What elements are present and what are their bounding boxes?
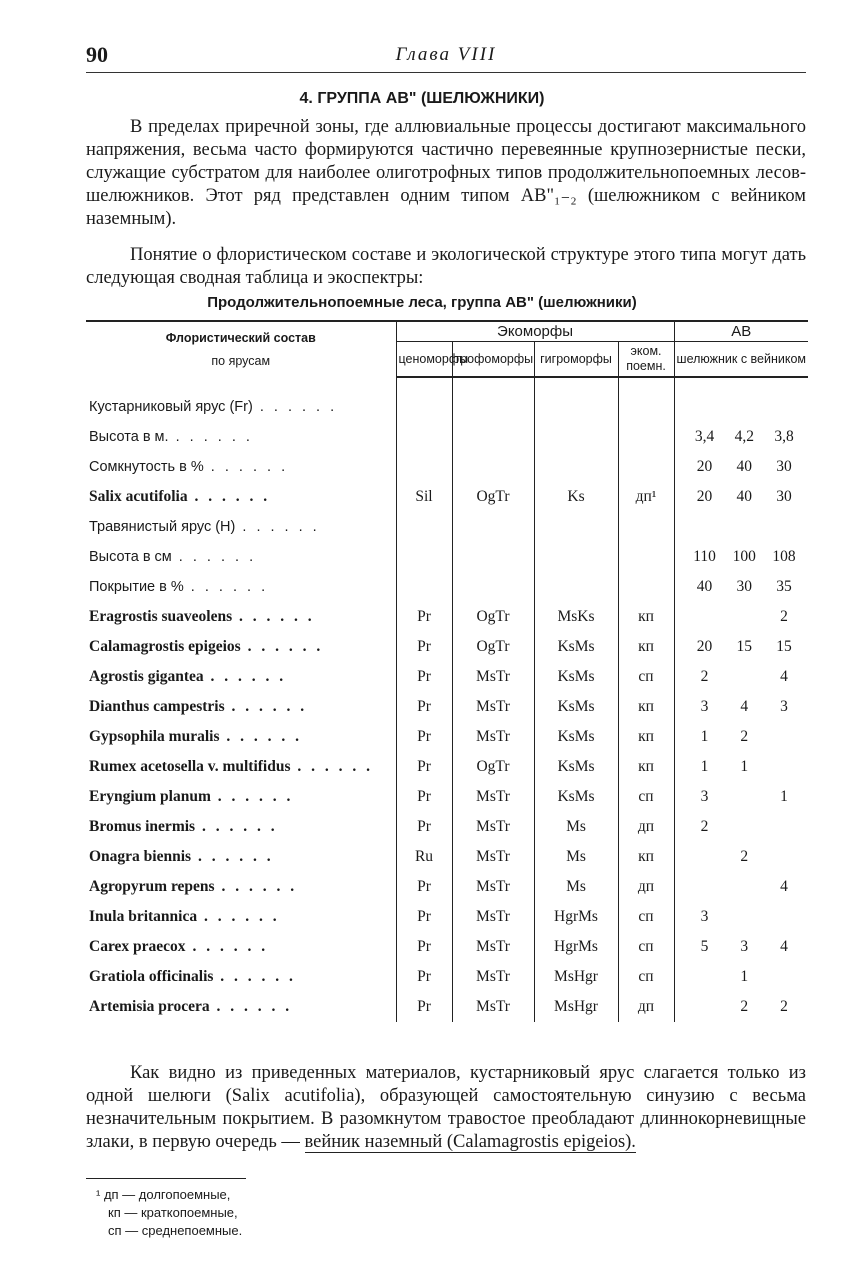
ab-values: [678, 428, 806, 446]
table-row: [86, 392, 808, 422]
ecom-cell: дп: [618, 872, 674, 902]
ceno-cell: Pr: [396, 872, 452, 902]
ab-value-v1: 20: [696, 458, 713, 475]
paragraph-conclusion: [86, 1062, 806, 1154]
ab-values-cell: [674, 512, 808, 542]
species-name-cell: [86, 542, 396, 572]
leader-dots: . . . . . .: [195, 818, 278, 835]
table-row: [86, 812, 808, 842]
species-name-cell: [86, 572, 396, 602]
tropho-cell: MsTr: [452, 842, 534, 872]
ab-value-v2: 3: [740, 938, 749, 955]
hygro-cell: MsHgr: [534, 962, 618, 992]
ab-values: [678, 848, 806, 866]
ab-value-v2: 40: [736, 458, 753, 475]
leader-dots: . . . . . .: [197, 908, 280, 925]
species-name: Rumex acetosella v. multifidus: [89, 758, 291, 775]
tropho-cell: [452, 422, 534, 452]
table-title: Продолжительнопоемные леса, группа AB" (шелюжники): [207, 294, 637, 311]
ab-value-v2: 30: [736, 578, 753, 595]
ab-values-cell: [674, 602, 808, 632]
ab-value-v1: 5: [700, 938, 709, 955]
table-row: [86, 902, 808, 932]
ab-values: [678, 938, 806, 956]
table-row: [86, 752, 808, 782]
hygro-cell: KsMs: [534, 632, 618, 662]
species-name: Carex praecox: [89, 938, 186, 955]
tropho-cell: [452, 572, 534, 602]
species-name: Bromus inermis: [89, 818, 196, 835]
tropho-cell: MsTr: [452, 902, 534, 932]
leader-dots: . . . . . .: [214, 878, 298, 895]
species-name: Gypsophila muralis: [89, 728, 220, 745]
ceno-cell: Pr: [396, 902, 452, 932]
page-number: 90: [86, 42, 108, 67]
ab-value-v3: 3,8: [774, 428, 794, 445]
table-row: [86, 542, 808, 572]
species-name-cell: [86, 392, 396, 422]
species-name-cell: [86, 512, 396, 542]
leader-dots: . . . . . .: [209, 998, 293, 1015]
leader-dots: . . . . . .: [235, 519, 320, 535]
header-ecomorphs: Экоморфы: [396, 321, 674, 342]
ceno-cell: Pr: [396, 722, 452, 752]
species-name: Inula britannica: [89, 908, 198, 925]
ceno-cell: [396, 392, 452, 422]
ab-value-v3: 30: [776, 458, 792, 475]
tropho-cell: OgTr: [452, 482, 534, 512]
hygro-cell: KsMs: [534, 782, 618, 812]
hygro-cell: [534, 422, 618, 452]
ab-values: [678, 548, 806, 566]
leader-dots: . . . . . .: [240, 638, 324, 655]
ab-value-v3: [767, 758, 801, 776]
header-ceno: ценоморфы: [396, 342, 452, 378]
hygro-cell: [534, 452, 618, 482]
ab-values: [678, 578, 806, 596]
table-row: [86, 932, 808, 962]
ceno-cell: Pr: [396, 602, 452, 632]
species-name: Eragrostis suaveolens: [89, 608, 233, 625]
species-name: Покрытие в %: [89, 579, 184, 595]
table-row: [86, 602, 808, 632]
ab-value-v1: 3,4: [694, 428, 715, 445]
ab-values-cell: [674, 392, 808, 422]
species-name-cell: [86, 902, 396, 932]
ecom-cell: [618, 422, 674, 452]
ab-value-v3: 108: [772, 548, 796, 565]
header-ab: AB: [674, 321, 808, 342]
species-name-cell: [86, 932, 396, 962]
tropho-cell: [452, 452, 534, 482]
table-row: [86, 872, 808, 902]
leader-dots: . . . . . .: [224, 698, 308, 715]
hygro-cell: MsKs: [534, 602, 618, 632]
species-name: Agrostis gigantea: [89, 668, 204, 685]
section-title: 4. ГРУППА AB" (ШЕЛЮЖНИКИ): [299, 90, 545, 107]
ab-value-v2: 40: [736, 488, 753, 505]
species-name: Кустарниковый ярус (Fr): [89, 399, 253, 415]
hygro-cell: HgrMs: [534, 902, 618, 932]
ab-value-v1: [688, 878, 722, 896]
species-name: Высота в см: [89, 549, 172, 565]
header-flora-title: Флористический состав: [165, 330, 316, 345]
header-flora: [86, 321, 396, 377]
species-name-cell: [86, 782, 396, 812]
ab-values: [678, 998, 806, 1016]
ceno-cell: [396, 452, 452, 482]
species-name-cell: [86, 872, 396, 902]
table-row: [86, 572, 808, 602]
species-name-cell: [86, 722, 396, 752]
table-row: [86, 422, 808, 452]
ab-value-v3: [767, 848, 801, 866]
species-name-cell: [86, 992, 396, 1022]
ab-value-v3: 2: [780, 998, 788, 1015]
footnote-rule: [86, 1178, 246, 1179]
ecom-cell: сп: [618, 962, 674, 992]
leader-dots: . . . . . .: [187, 488, 271, 505]
tropho-cell: MsTr: [452, 932, 534, 962]
ab-values-cell: [674, 752, 808, 782]
tropho-cell: MsTr: [452, 872, 534, 902]
tropho-cell: MsTr: [452, 692, 534, 722]
ab-value-v3: 4: [780, 878, 788, 895]
ab-values-cell: [674, 902, 808, 932]
ecom-cell: кп: [618, 752, 674, 782]
leader-dots: . . . . . .: [183, 579, 269, 595]
ab-values-cell: [674, 692, 808, 722]
page-header: [86, 42, 806, 73]
ab-values-cell: [674, 542, 808, 572]
ceno-cell: Pr: [396, 692, 452, 722]
footnote-line: кп — краткопоемные,: [108, 1205, 238, 1220]
table-row: [86, 512, 808, 542]
ceno-cell: Pr: [396, 662, 452, 692]
ecom-cell: [618, 392, 674, 422]
ab-values-cell: [674, 992, 808, 1022]
table-row: [86, 962, 808, 992]
hygro-cell: KsMs: [534, 752, 618, 782]
tropho-cell: [452, 512, 534, 542]
ab-values: [678, 488, 806, 506]
ab-values: [678, 668, 806, 686]
ecom-cell: кп: [618, 722, 674, 752]
ab-value-v1: [688, 968, 722, 986]
ecom-cell: дп: [618, 812, 674, 842]
ecom-cell: кп: [618, 842, 674, 872]
ab-value-v2: 2: [740, 998, 749, 1015]
ceno-cell: Pr: [396, 632, 452, 662]
tropho-cell: MsTr: [452, 722, 534, 752]
species-name: Сомкнутость в %: [89, 459, 204, 475]
ceno-cell: [396, 422, 452, 452]
ab-value-v2: 15: [736, 638, 753, 655]
species-name-cell: [86, 662, 396, 692]
ab-value-v1: [688, 998, 722, 1016]
ceno-cell: [396, 542, 452, 572]
header-tropho: трофоморфы: [452, 342, 534, 378]
ab-values: [678, 608, 806, 626]
ab-value-v2: 4: [740, 698, 749, 715]
tropho-cell: MsTr: [452, 662, 534, 692]
ecom-cell: дп¹: [618, 482, 674, 512]
ab-value-v2: [727, 668, 761, 686]
ab-value-v1: 1: [700, 728, 709, 745]
ab-values: [678, 878, 806, 896]
table-row: [86, 662, 808, 692]
species-name: Onagra biennis: [89, 848, 192, 865]
footnotes: [96, 1186, 242, 1240]
ab-value-v2: 1: [740, 968, 749, 985]
species-name-cell: [86, 962, 396, 992]
ab-value-v3: 3: [780, 698, 788, 715]
ab-values-cell: [674, 782, 808, 812]
hygro-cell: KsMs: [534, 692, 618, 722]
ceno-cell: Sil: [396, 482, 452, 512]
header-hygro: гигроморфы: [534, 342, 618, 378]
ecom-cell: кп: [618, 692, 674, 722]
running-head: Глава VIII: [395, 44, 497, 65]
ceno-cell: Pr: [396, 992, 452, 1022]
ab-values: [678, 818, 806, 836]
ab-value-v3: 30: [776, 488, 792, 505]
hygro-cell: [534, 542, 618, 572]
species-name: Травянистый ярус (H): [89, 519, 236, 535]
ab-values-cell: [674, 422, 808, 452]
ab-values: [678, 638, 806, 656]
species-name-cell: [86, 752, 396, 782]
ab-values-cell: [674, 932, 808, 962]
species-name-cell: [86, 452, 396, 482]
hygro-cell: MsHgr: [534, 992, 618, 1022]
tropho-cell: [452, 542, 534, 572]
table-row: [86, 992, 808, 1022]
ab-values-cell: [674, 722, 808, 752]
hygro-cell: Ms: [534, 872, 618, 902]
ab-value-v3: 1: [780, 788, 788, 805]
table-row: [86, 482, 808, 512]
ab-value-v3: 4: [780, 938, 788, 955]
leader-dots: . . . . . .: [252, 399, 338, 415]
ab-values: [678, 788, 806, 806]
ab-values: [678, 698, 806, 716]
tropho-cell: MsTr: [452, 962, 534, 992]
ab-value-v2: [727, 908, 761, 926]
table-row: [86, 842, 808, 872]
ab-value-v3: [767, 908, 801, 926]
ab-values-cell: [674, 452, 808, 482]
leader-dots: . . . . . .: [290, 758, 373, 775]
ecom-cell: сп: [618, 902, 674, 932]
ab-value-v2: [727, 608, 761, 626]
tropho-cell: MsTr: [452, 992, 534, 1022]
paragraph-conclusion-text: Как видно из приведенных материалов, кустарниковый ярус слагается только из одной шелюги (Salix acutifolia), образующей самостоятельную синузию с весьма незначительным покрытием. В разомкнутом травостое преобладают длиннокорневищные злаки, в первую очередь —: [86, 1063, 806, 1152]
ecom-cell: кп: [618, 632, 674, 662]
hygro-cell: KsMs: [534, 662, 618, 692]
ab-value-v1: 20: [696, 638, 713, 655]
header-flora-sub: по ярусам: [211, 353, 271, 368]
species-name-cell: [86, 842, 396, 872]
ab-value-v3: 35: [776, 578, 792, 595]
ab-value-v1: [688, 608, 722, 626]
ab-value-v1: 2: [700, 668, 709, 685]
ecom-cell: [618, 542, 674, 572]
ceno-cell: Pr: [396, 812, 452, 842]
tropho-cell: OgTr: [452, 752, 534, 782]
header-ecom: эком. поемн.: [618, 342, 674, 378]
leader-dots: . . . . . .: [219, 728, 302, 745]
hygro-cell: [534, 572, 618, 602]
ab-values-cell: [674, 482, 808, 512]
ab-value-v2: 4,2: [734, 428, 754, 445]
paragraph-table-intro: Понятие о флористическом составе и экологической структуре этого типа могут дать следующая сводная таблица и экоспектры:: [86, 245, 806, 288]
ab-values: [678, 968, 806, 986]
tropho-cell: [452, 392, 534, 422]
ceno-cell: Pr: [396, 782, 452, 812]
ab-value-v1: 3: [700, 908, 709, 925]
ab-values-cell: [674, 632, 808, 662]
table-row: [86, 632, 808, 662]
hygro-cell: KsMs: [534, 722, 618, 752]
species-name-cell: [86, 692, 396, 722]
species-name: Высота в м.: [89, 429, 169, 445]
ab-values-cell: [674, 572, 808, 602]
species-name: Artemisia procera: [89, 998, 210, 1015]
flora-table: [86, 320, 808, 1022]
ab-values-cell: [674, 962, 808, 992]
hygro-cell: Ms: [534, 812, 618, 842]
species-name: Eryngium planum: [89, 788, 211, 805]
ceno-cell: [396, 572, 452, 602]
ab-value-v1: [688, 848, 722, 866]
ab-value-v3: [767, 818, 801, 836]
leader-dots: . . . . . .: [191, 848, 274, 865]
ab-value-v2: [727, 818, 761, 836]
leader-dots: . . . . . .: [203, 668, 287, 685]
species-name-cell: [86, 422, 396, 452]
ab-value-v3: [767, 968, 801, 986]
tropho-cell: OgTr: [452, 632, 534, 662]
table-row: [86, 692, 808, 722]
tropho-cell: MsTr: [452, 812, 534, 842]
ab-values: [678, 728, 806, 746]
table-row: [86, 722, 808, 752]
leader-dots: . . . . . .: [210, 788, 294, 805]
ab-value-v1: 1: [700, 758, 709, 775]
paragraph-intro: В пределах приречной зоны, где аллювиальные процессы достигают максимального напряжения, весьма часто формируются частично перевеянные крупнозернистые пески, служащие субстратом для наиболее олиготрофных типов продолжительнопоемных лесов-шелюжников. Этот ряд представлен одним типом AB"₁₋₂ (шелюжником с вейником наземным).: [86, 117, 806, 229]
ab-value-v1: 40: [696, 578, 713, 595]
hygro-cell: Ms: [534, 842, 618, 872]
ab-value-v1: 110: [693, 548, 716, 565]
leader-dots: . . . . . .: [213, 968, 296, 985]
species-name: Gratiola officinalis: [89, 968, 214, 985]
ab-value-v3: [767, 728, 801, 746]
hygro-cell: HgrMs: [534, 932, 618, 962]
ab-values-cell: [674, 842, 808, 872]
ecom-cell: сп: [618, 662, 674, 692]
species-name-cell: [86, 602, 396, 632]
table-row: [86, 782, 808, 812]
ab-value-v2: [727, 788, 761, 806]
ab-values-cell: [674, 812, 808, 842]
ecom-cell: дп: [618, 992, 674, 1022]
ab-value-v1: 2: [700, 818, 709, 835]
ecom-cell: сп: [618, 782, 674, 812]
paragraph-conclusion-end: вейник наземный (Calamagrostis epigeios).: [304, 1132, 636, 1152]
species-name-cell: [86, 632, 396, 662]
hygro-cell: Ks: [534, 482, 618, 512]
ab-values-cell: [674, 662, 808, 692]
footnote-line: сп — среднепоемные.: [108, 1223, 243, 1238]
species-name: Salix acutifolia: [89, 488, 188, 505]
leader-dots: . . . . . .: [232, 608, 315, 625]
ceno-cell: Pr: [396, 932, 452, 962]
ab-value-v1: 20: [696, 488, 713, 505]
ecom-cell: кп: [618, 602, 674, 632]
ab-values-cell: [674, 872, 808, 902]
ecom-cell: [618, 512, 674, 542]
hygro-cell: [534, 512, 618, 542]
ab-value-v3: 15: [776, 638, 792, 655]
ceno-cell: Ru: [396, 842, 452, 872]
ab-value-v2: [727, 878, 761, 896]
header-ab-sub: шелюжник с вейником: [674, 342, 808, 378]
tropho-cell: MsTr: [452, 782, 534, 812]
ceno-cell: [396, 512, 452, 542]
leader-dots: . . . . . .: [203, 459, 289, 475]
leader-dots: . . . . . .: [168, 429, 253, 445]
ab-value-v2: 1: [740, 758, 749, 775]
leader-dots: . . . . . .: [185, 938, 269, 955]
ab-value-v1: 3: [700, 788, 709, 805]
table-row: [86, 452, 808, 482]
ab-values: [678, 458, 806, 476]
ceno-cell: Pr: [396, 752, 452, 782]
ab-value-v1: 3: [700, 698, 709, 715]
ab-values: [678, 908, 806, 926]
species-name: Calamagrostis epigeios: [89, 638, 241, 655]
tropho-cell: OgTr: [452, 602, 534, 632]
ab-value-v3: 2: [780, 608, 788, 625]
ab-value-v2: 100: [732, 548, 756, 565]
ecom-cell: сп: [618, 932, 674, 962]
ceno-cell: Pr: [396, 962, 452, 992]
ab-value-v2: 2: [740, 728, 749, 745]
ab-value-v2: 2: [740, 848, 749, 865]
hygro-cell: [534, 392, 618, 422]
footnote-line: ¹ дп — долгопоемные,: [96, 1187, 231, 1202]
species-name-cell: [86, 812, 396, 842]
leader-dots: . . . . . .: [171, 549, 257, 565]
ab-values: [678, 758, 806, 776]
species-name: Dianthus campestris: [89, 698, 225, 715]
ab-value-v3: 4: [780, 668, 788, 685]
ecom-cell: [618, 452, 674, 482]
species-name-cell: [86, 482, 396, 512]
ecom-cell: [618, 572, 674, 602]
species-name: Agropyrum repens: [89, 878, 215, 895]
